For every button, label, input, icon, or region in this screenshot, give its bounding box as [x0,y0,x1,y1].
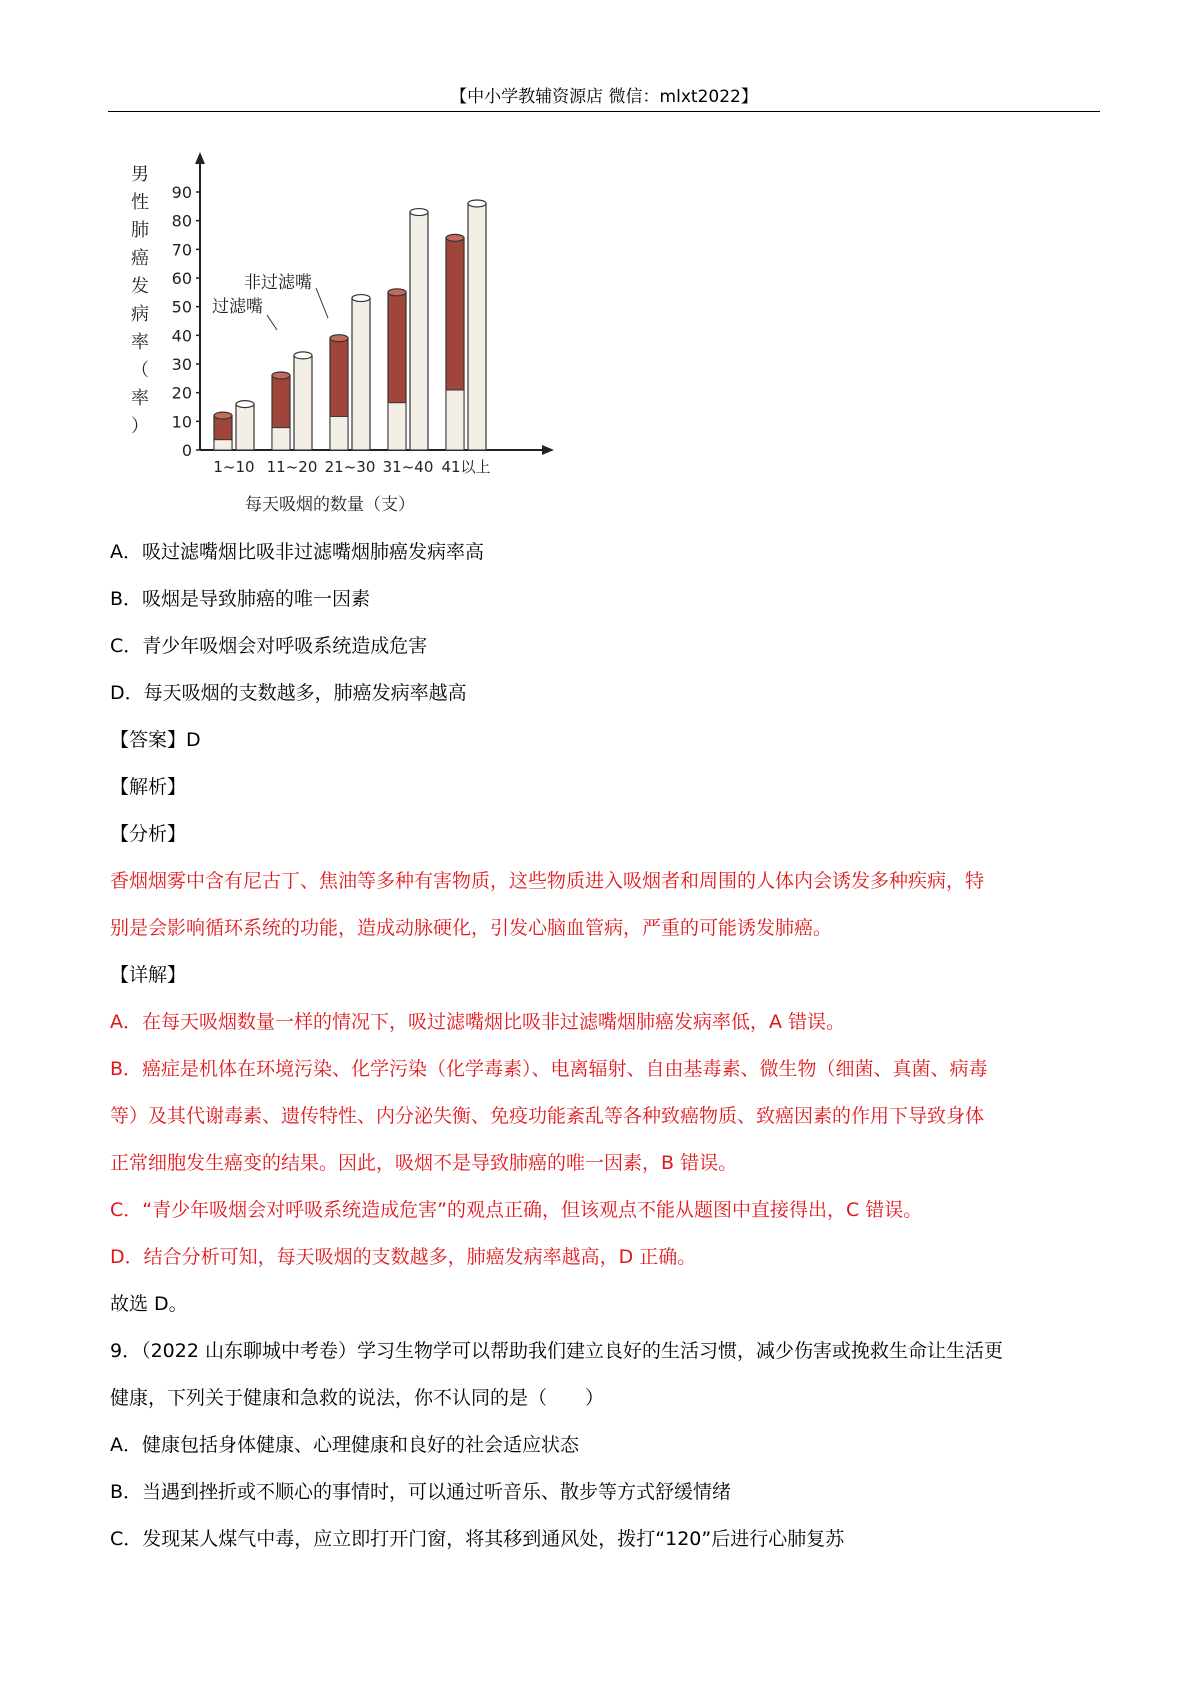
y-tick-label: 70 [171,240,192,260]
bar-top-cap [388,289,406,296]
bar-filter-band [214,440,232,450]
bar-top-cap [214,412,232,419]
q9-option-a: A．健康包括身体健康、心理健康和良好的社会适应状态 [110,1434,579,1456]
x-axis-label: 每天吸烟的数量（支） [245,495,415,515]
bar-non-filter-tip [352,298,370,450]
q8-option-c: C．青少年吸烟会对呼吸系统造成危害 [110,635,428,657]
y-axis-label-char: 发 [131,276,149,297]
header-rule [108,111,1100,112]
x-tick-label: 1~10 [213,458,255,476]
x-tick-label: 31~40 [382,458,434,476]
q8-option-b: B．吸烟是导致肺癌的唯一因素 [110,588,371,610]
legend-non-filter: 非过滤嘴 [244,273,312,293]
y-tick-label: 20 [171,383,192,403]
bar-filter-band [272,428,290,450]
bar-non-filter-tip [410,212,428,450]
y-tick-label: 0 [181,441,192,460]
xiangjie-line-2: B．癌症是机体在环境污染、化学污染（化学毒素）、电离辐射、自由基毒素、微生物（细菌、真菌、病毒 [110,1058,988,1080]
xiangjie-line-6: D．结合分析可知，每天吸烟的支数越多，肺癌发病率越高，D 正确。 [110,1246,697,1268]
bar-top-cap [468,200,486,207]
q9-option-b: B．当遇到挫折或不顺心的事情时，可以通过听音乐、散步等方式舒缓情绪 [110,1481,732,1503]
y-axis-label-char: 病 [131,304,149,325]
x-axis-arrow [542,445,554,455]
y-axis-label-char: 肺 [131,220,149,241]
q8-option-d: D．每天吸烟的支数越多，肺癌发病率越高 [110,682,467,704]
legend-non-filter-pointer [316,288,328,318]
answer-line: 【答案】D [110,729,201,751]
y-tick-label: 80 [171,211,192,231]
xiangjie-line-3: 等）及其代谢毒素、遗传特性、内分泌失衡、免疫功能紊乱等各种致癌物质、致癌因素的作用下导致身体 [110,1105,985,1127]
bar-non-filter-tip [468,203,486,450]
q9-stem-line-1: 9．（2022 山东聊城中考卷）学习生物学可以帮助我们建立良好的生活习惯，减少伤害或挽救生命让生活更 [110,1340,1003,1362]
q8-option-a: A．吸过滤嘴烟比吸非过滤嘴烟肺癌发病率高 [110,541,484,563]
bar-filter-band [446,390,464,450]
x-tick-label: 21~30 [324,458,376,476]
bar-non-filter-tip [294,355,312,450]
q9-option-c: C．发现某人煤气中毒，应立即打开门窗，将其移到通风处，拨打“120”后进行心肺复苏 [110,1528,845,1550]
bar-top-cap [330,335,348,342]
bar-non-filter-tip [236,404,254,450]
y-tick-label: 40 [171,326,192,346]
bar-top-cap [294,352,312,359]
bar-top-cap [446,234,464,241]
legend-filter-pointer [267,315,277,330]
y-tick-label: 60 [171,269,192,288]
conclusion-line: 故选 D。 [110,1293,188,1315]
x-tick-label: 41以上 [441,458,491,476]
y-axis-label-char: 性 [131,192,149,213]
xiangjie-line-4: 正常细胞发生癌变的结果。因此，吸烟不是导致肺癌的唯一因素，B 错误。 [110,1152,738,1174]
page-header: 【中小学教辅资源店 微信：mlxt2022】 [450,87,758,107]
lung-cancer-bar-chart [120,150,560,520]
fenxi-label: 【分析】 [110,823,187,845]
y-axis-arrow [195,152,205,164]
y-axis-label-char: 癌 [131,248,149,269]
y-tick-label: 30 [171,355,192,374]
xiangjie-line-5: C．“青少年吸烟会对呼吸系统造成危害”的观点正确，但该观点不能从题图中直接得出，C 错误。 [110,1199,923,1221]
bar-top-cap [272,372,290,379]
y-axis-label-char: ） [131,416,149,437]
bar-filter-band [388,403,406,450]
y-tick-label: 90 [171,183,192,202]
x-tick-label: 11~20 [266,458,318,476]
y-axis-label-char: 率 [131,332,149,353]
legend-filter: 过滤嘴 [212,297,263,317]
q9-stem-line-2: 健康，下列关于健康和急救的说法，你不认同的是（ ） [110,1387,605,1409]
bar-top-cap [236,401,254,408]
y-tick-label: 10 [171,412,192,432]
y-tick-label: 50 [171,297,192,317]
bar-top-cap [352,295,370,302]
fenxi-line-2: 别是会影响循环系统的功能，造成动脉硬化，引发心脑血管病，严重的可能诱发肺癌。 [110,917,833,939]
xiangjie-label: 【详解】 [110,964,187,986]
y-axis-label-char: 率 [131,388,149,409]
y-axis-label-char: 男 [131,164,149,185]
y-axis-label-char: （ [131,360,149,381]
bar-top-cap [410,209,428,216]
fenxi-line-1: 香烟烟雾中含有尼古丁、焦油等多种有害物质，这些物质进入吸烟者和周围的人体内会诱发多种疾病，特 [110,870,985,892]
bar-filter-band [330,416,348,450]
jiexi-label: 【解析】 [110,776,187,798]
xiangjie-line-1: A．在每天吸烟数量一样的情况下，吸过滤嘴烟比吸非过滤嘴烟肺癌发病率低，A 错误。 [110,1011,846,1033]
